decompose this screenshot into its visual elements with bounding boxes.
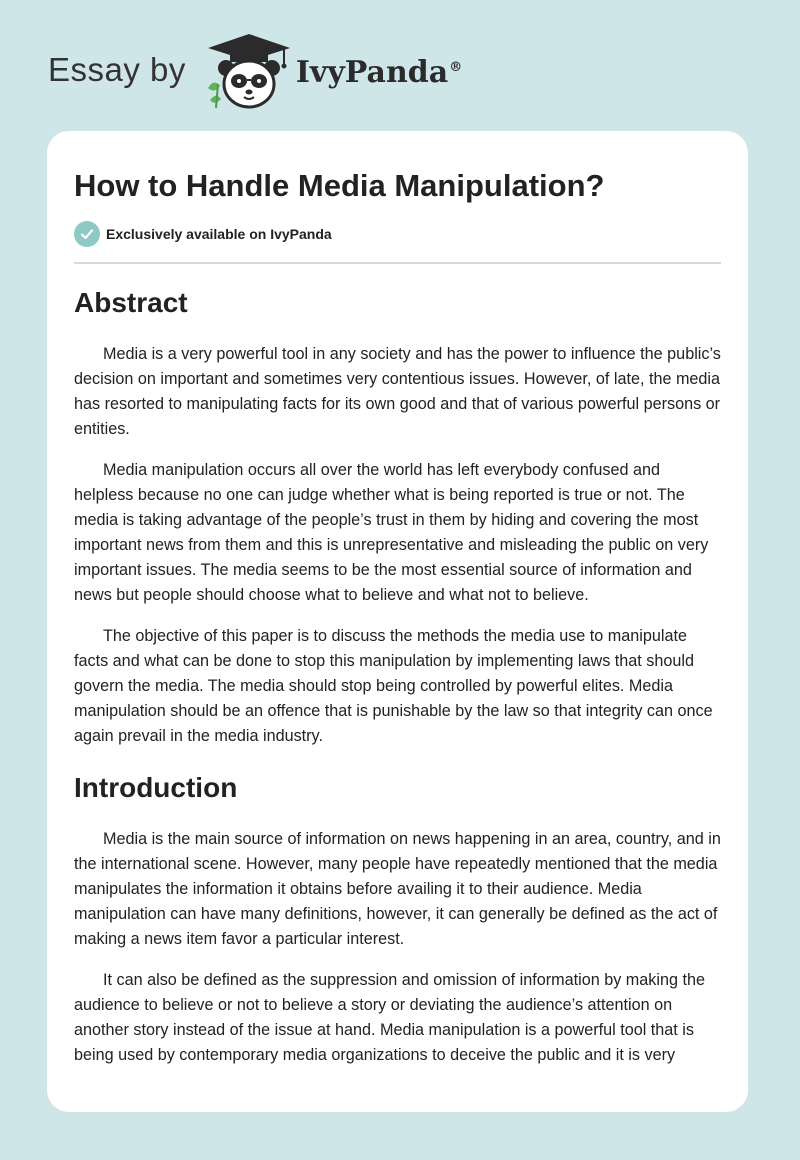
abstract-paragraph: Media is a very powerful tool in any society and has the power to influence the public’s decision on important and sometimes very contentious issues. However, of late, the media has resorted to manipulating facts for its own good and that of various powerful persons or entities. <box>74 345 721 438</box>
abstract-paragraph: Media manipulation occurs all over the world has left everybody confused and helpless because no one can judge whether what is being reported is true or not. The media is taking advantage of the people’s trust in them by hiding and covering the most important news from them and this is unrepresentative and misleading the public on very important issues. The media seems to be the most essential source of information and news but people should choose what to believe and what not to believe. <box>74 461 709 604</box>
introduction-paragraph: It can also be defined as the suppression and omission of information by making the audience to believe or not to believe a story or deviating the audience’s attention on another story instead of the issue at hand. Media manipulation is a powerful tool that is being used by contemporary media organizations to deceive the public and it is very <box>74 971 705 1064</box>
essay-card <box>47 131 748 1112</box>
page-title: How to Handle Media Manipulation? <box>74 168 605 203</box>
introduction-paragraph: Media is the main source of information on news happening in an area, country, and in the international scene. However, many people have repeatedly mentioned that the media manipulates the information it obtains before availing it to their audience. Media manipulation can have many definitions, however, it can generally be defined as the act of making a news item favor a particular interest. <box>74 830 721 948</box>
exclusive-badge <box>74 221 721 247</box>
section-heading-abstract: Abstract <box>74 287 188 318</box>
site-header <box>48 28 462 112</box>
essay-by-label: Essay by <box>48 51 186 88</box>
abstract-paragraph: The objective of this paper is to discuss the methods the media use to manipulate facts and what can be done to stop this manipulation by implementing laws that should govern the media. The media should stop being controlled by powerful elites. Media manipulation should be an offence that is punishable by the law so that integrity can once again prevail in the media industry. <box>74 627 713 745</box>
divider <box>74 262 721 264</box>
section-heading-introduction: Introduction <box>74 772 238 803</box>
check-icon <box>74 221 100 247</box>
brand-name[interactable]: IvyPanda® <box>295 54 463 90</box>
panda-graduate-logo-icon[interactable] <box>204 28 294 112</box>
registered-mark: ® <box>449 59 463 75</box>
exclusive-badge-text: Exclusively available on IvyPanda <box>106 226 332 242</box>
